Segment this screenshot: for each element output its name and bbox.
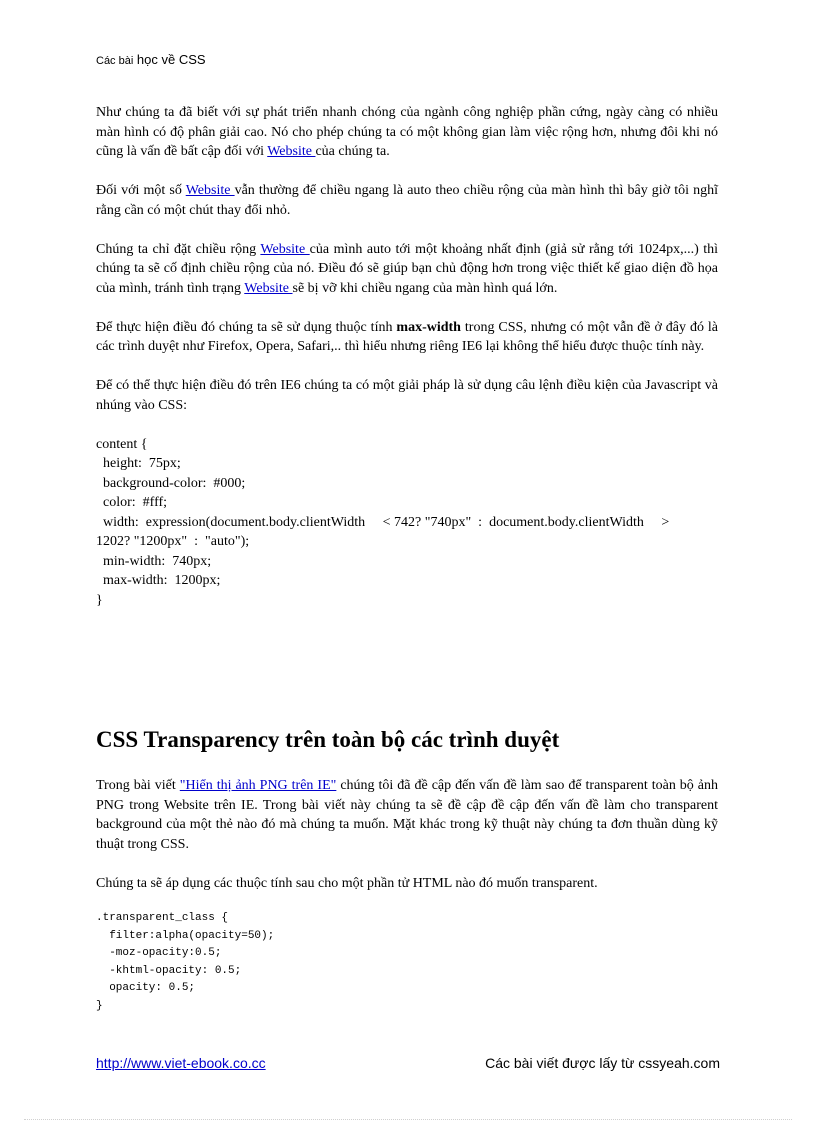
paragraph-3-middle: của mình auto tới một khoảng nhất định (giả sử rằng tới 1024px,...) thì chúng ta sẽ cố định chiều rộng của nó. Điều đó sẽ giúp bạn chủ động hơn trong việc thiết kế giao diện đồ họa của mình, tránh tình trạng [96, 241, 719, 296]
website-link[interactable]: Website [260, 241, 310, 257]
paragraph-2-tail: vẫn thường để chiều ngang là auto theo chiều rộng của màn hình thì bây giờ tôi nghĩ rằng cần có một chút thay đổi nhỏ. [96, 183, 718, 218]
article-section-2 [96, 776, 718, 913]
paragraph-1-text: Như chúng ta đã biết với sự phát triển nhanh chóng của ngành công nghiệp phần cứng, ngày càng có nhiều màn hình có độ phân giải cao. Nó cho phép chúng ta có một không gian làm việc rộng hơn, nhưng đôi khi nó cũng là vấn đề bất cập đối với [96, 105, 718, 159]
paragraph-6 [96, 776, 718, 854]
paragraph-2-text: Đối với một số [96, 183, 186, 198]
paragraph-4-text: Để thực hiện điều đó chúng ta sẽ sử dụng thuộc tính [96, 319, 397, 335]
footer-source-text: Các bài viết được lấy từ cssyeah.com [485, 1055, 720, 1071]
article-section-1 [96, 103, 718, 610]
transparency-code-block: .transparent_class { filter:alpha(opacity=50); -moz-opacity:0.5; -khtml-opacity: 0.5; opacity: 0.5; } [96, 912, 275, 1012]
paragraph-1 [96, 103, 718, 162]
paragraph-4-tail: trong CSS, nhưng có một vẫn đề ở đây đó là các trình duyệt như Firefox, Opera, Safari,.. thì hiểu nhưng riêng IE6 lại không thể hiểu được thuộc tính này. [96, 319, 718, 354]
header-prefix: Các bài [96, 55, 134, 67]
paragraph-6-text: Trong bài viết [96, 778, 180, 793]
website-link[interactable]: Website [244, 280, 293, 296]
page-header [96, 52, 206, 67]
max-width-keyword: max-width [396, 319, 461, 335]
paragraph-1-tail: của chúng ta. [315, 144, 390, 159]
paragraph-7: Chúng ta sẽ áp dụng các thuộc tính sau cho một phần tử HTML nào đó muốn transparent. [96, 875, 598, 891]
paragraph-3-text: Chúng ta chỉ đặt chiều rộng [96, 241, 261, 257]
png-article-link[interactable]: "Hiển thị ảnh PNG trên IE" [179, 778, 337, 793]
section-title: CSS Transparency trên toàn bộ các trình duyệt [96, 727, 560, 752]
website-link[interactable]: Website [185, 183, 235, 198]
paragraph-4 [96, 318, 718, 357]
header-title: học về CSS [133, 52, 206, 67]
paragraph-6-tail: chúng tôi đã đề cập đến vấn đề làm sao để transparent toàn bộ ảnh PNG trong Website trên IE. Trong bài viết này chúng ta sẽ đề cập đề cập đến vấn đề làm cho transparent background của một thẻ nào đó mà chúng ta muốn. Mặt khác trong kỹ thuật này chúng ta đơn thuần dùng kỹ thuật trong CSS. [96, 778, 718, 852]
page-bottom-divider [24, 1119, 792, 1120]
paragraph-2 [96, 181, 718, 220]
paragraph-3 [96, 240, 718, 299]
paragraph-5: Để có thể thực hiện điều đó trên IE6 chúng ta có một giải pháp là sử dụng câu lệnh điều kiện của Javascript và nhúng vào CSS: [96, 378, 718, 413]
footer-link[interactable]: http://www.viet-ebook.co.cc [96, 1055, 266, 1071]
css-code-block: content { height: 75px; background-color: #000; color: #fff; width: expression(document.body.clientWidth < 742? "740px" : document.body.clientWidth > 1202? "1200px" : "auto"); min-width: 740px; max-width: 1200px; } [96, 436, 670, 608]
paragraph-3-tail: sẽ bị vỡ khi chiều ngang của màn hình quá lớn. [292, 280, 558, 296]
website-link[interactable]: Website [267, 144, 316, 159]
